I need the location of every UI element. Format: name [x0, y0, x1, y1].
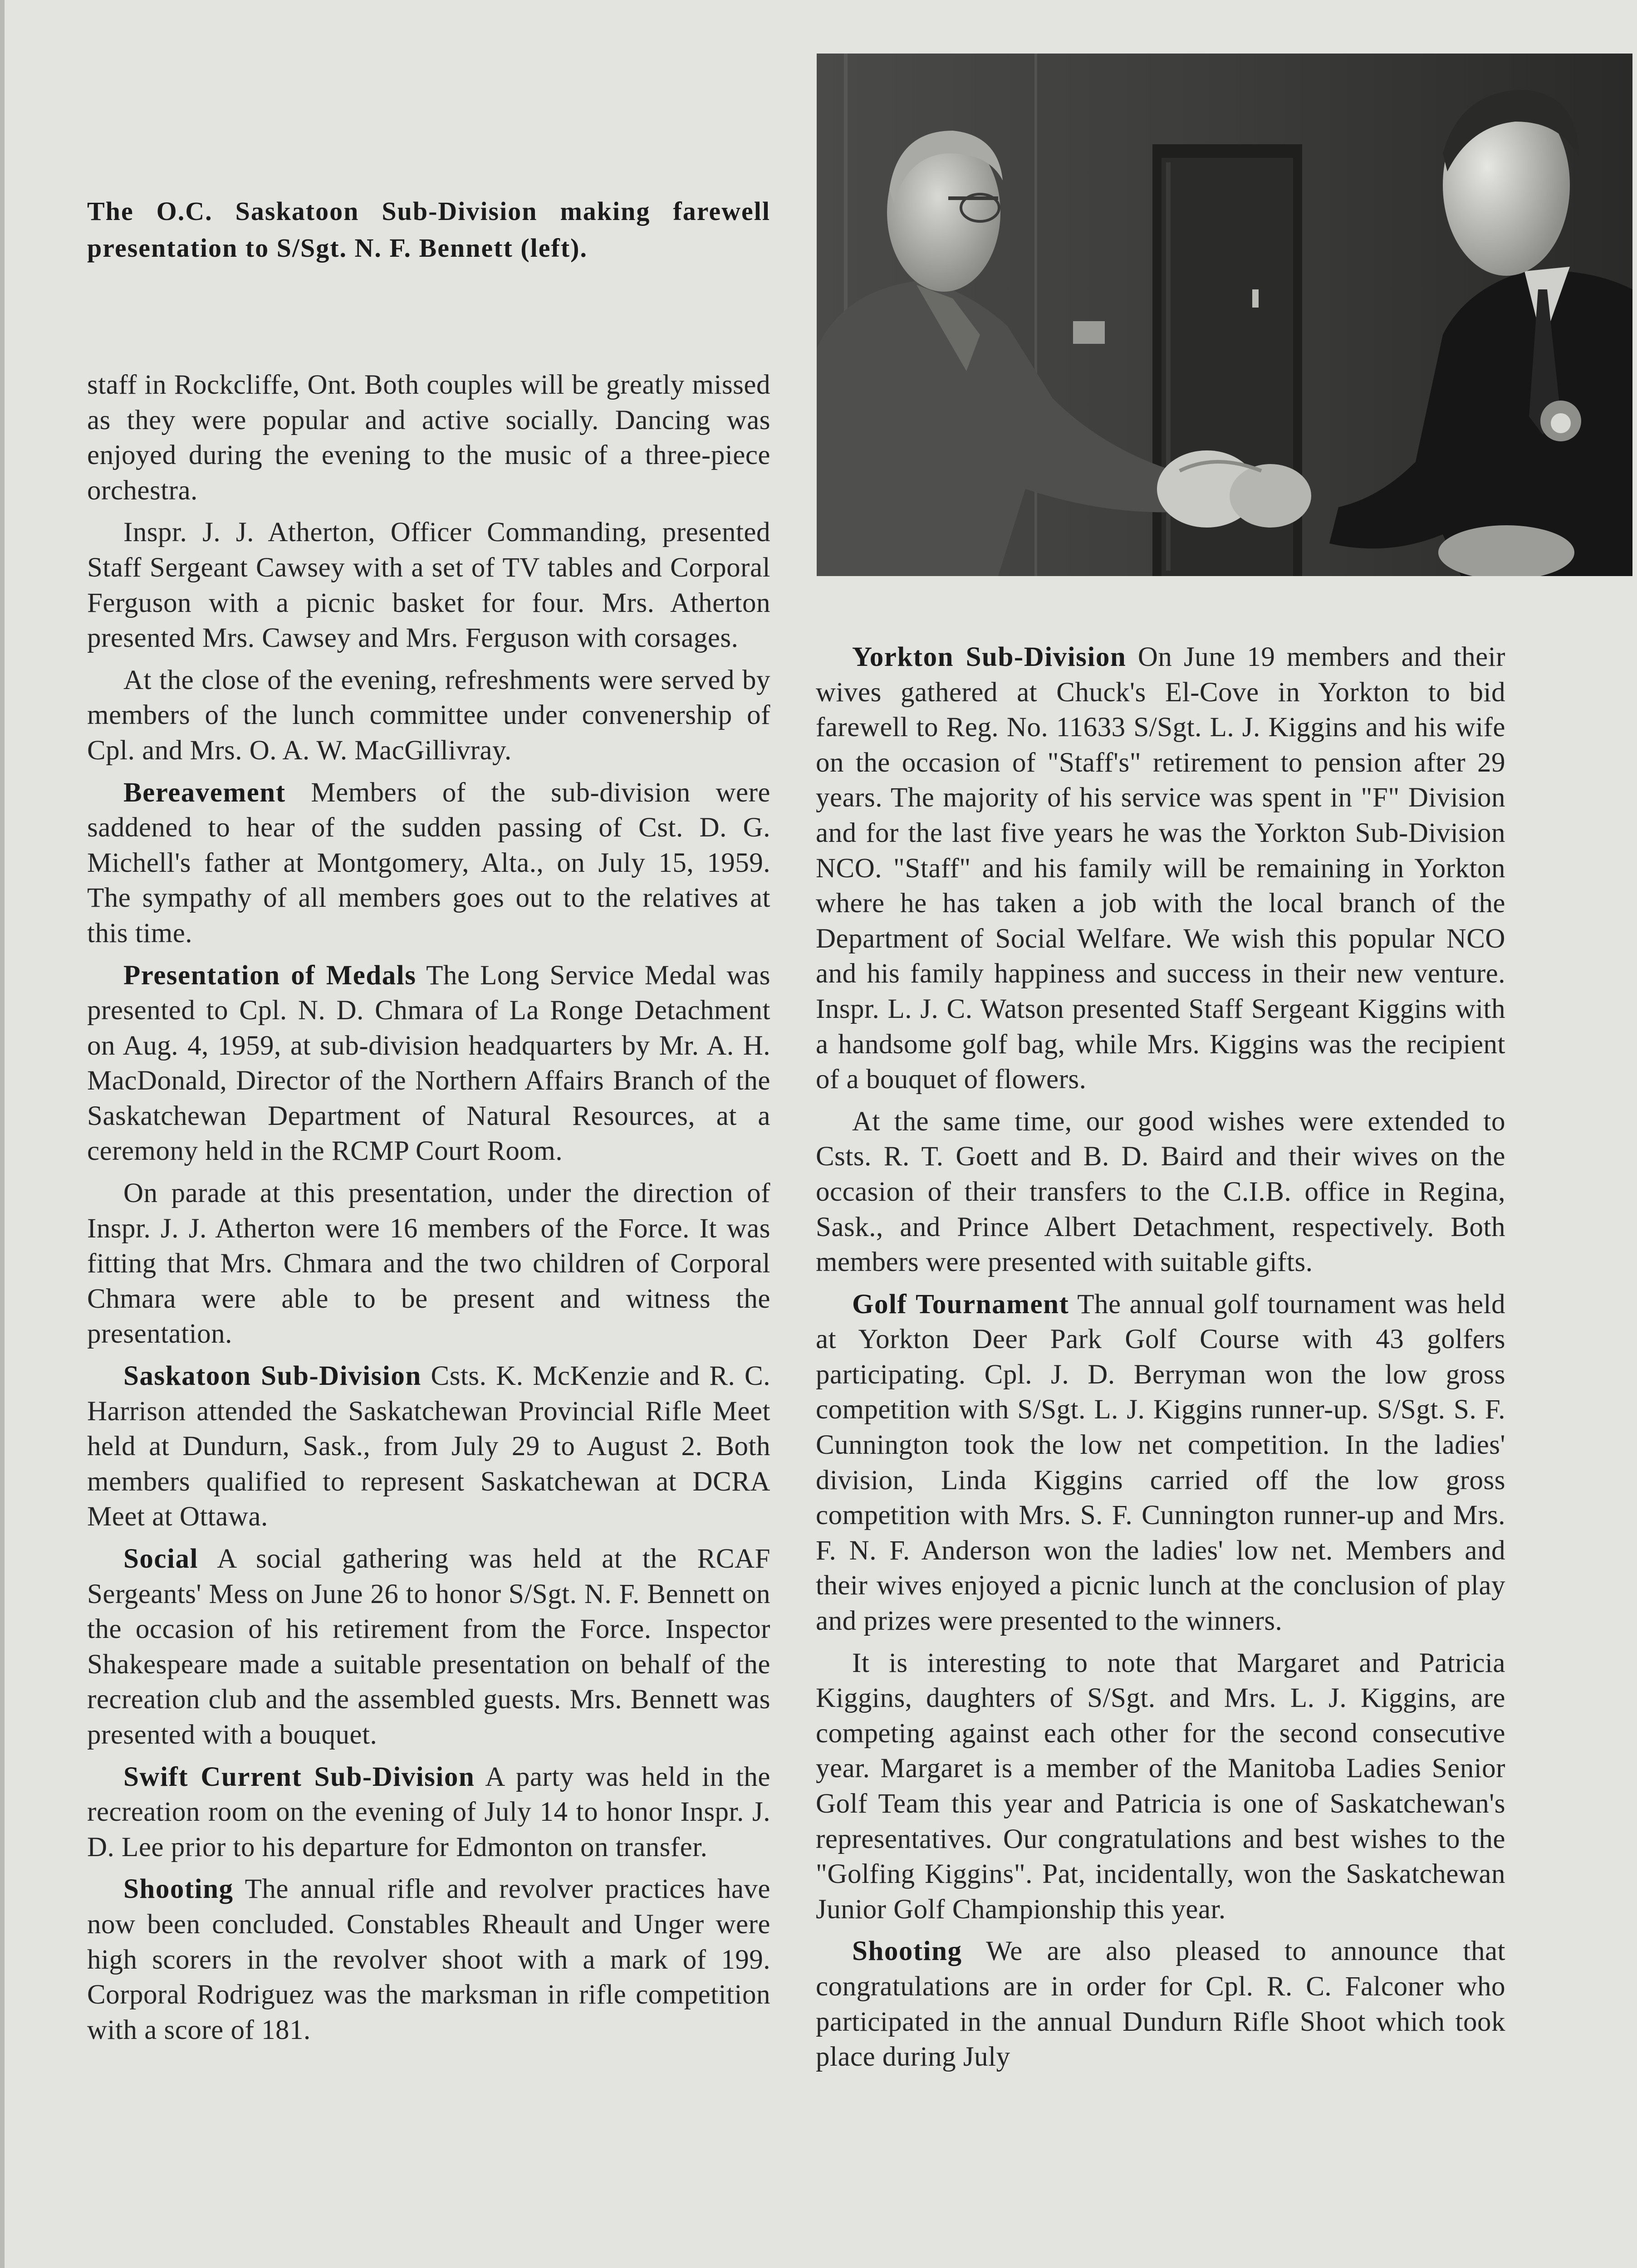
- paragraph-text: At the same time, our good wishes were extended to Csts. R. T. Goett and B. D. Baird and their wives on the occasion of their transfers to the C.I.B. office in Regina, Sask., and Prince Albert Detachment, respectively. Both members were presented with suitable gifts.: [816, 1106, 1505, 1278]
- paragraph-text: The annual golf tournament was held at Yorkton Deer Park Golf Course with 43 golfers participating. Cpl. J. D. Berryman won the low gross competition with S/Sgt. L. J. Kiggins runner-up. S/Sgt. S. F. Cunnington took the low net competition. In the ladies' division, Linda Kiggins carried off the low gross competition with Mrs. S. F. Cunnington runner-up and Mrs. F. N. F. Anderson won the ladies' low net. Members and their wives enjoyed a picnic lunch at the conclusion of play and prizes were presented to the winners.: [816, 1289, 1505, 1637]
- page-edge: [0, 0, 5, 2268]
- paragraph-text: On June 19 members and their wives gathered at Chuck's El-Cove in Yorkton to bid farewell to Reg. No. 11633 S/Sgt. L. J. Kiggins and his wife on the occasion of "Staff's" retirement to pension after 29 years. The majority of his service was spent in "F" Division and for the last five years he was the Yorkton Sub-Division NCO. "Staff" and his family will be remaining in Yorkton where he has taken a job with the local branch of the Department of Social Welfare. We wish this popular NCO and his family happiness and success in their new venture. Inspr. L. J. C. Watson presented Staff Sergeant Kiggins with a handsome golf bag, while Mrs. Kiggins was the recipient of a bouquet of flowers.: [816, 642, 1505, 1095]
- bereavement-paragraph: [87, 775, 770, 951]
- paragraph-text: A social gathering was held at the RCAF Sergeants' Mess on June 26 to honor S/Sgt. N. F. Bennett on the occasion of his retirement from the Force. Inspector Shakespeare made a suitable presentation on behalf of the recreation club and the assembled guests. Mrs. Bennett was presented with a bouquet.: [87, 1544, 770, 1750]
- paragraph-text: The Long Service Medal was presented to Cpl. N. D. Chmara of La Ronge Detachment on Aug. 4, 1959, at sub-division headquarters by Mr. A. H. MacDonald, Director of the Northern Affairs Branch of the Saskatchewan Department of Natural Resources, at a ceremony held in the RCMP Court Room.: [87, 960, 770, 1167]
- right-column: [816, 640, 1505, 2082]
- saskatoon-paragraph: [87, 1359, 770, 1535]
- section-heading: Shooting: [852, 1936, 962, 1967]
- paragraph-text: Inspr. J. J. Atherton, Officer Commanding, presented Staff Sergeant Cawsey with a set of TV tables and Corporal Ferguson with a picnic basket for four. Mrs. Atherton presented Mrs. Cawsey and Mrs. Ferguson with corsages.: [87, 517, 770, 654]
- paragraph-text: Members of the sub-division were saddened to hear of the sudden passing of Cst. D. G. Michell's father at Montgomery, Alta., on July 15, 1959. The sympathy of all members goes out to the relatives at this time.: [87, 777, 771, 948]
- shooting-paragraph-right: [816, 1934, 1505, 2074]
- section-heading: Yorkton Sub-Division: [852, 642, 1127, 672]
- parade-paragraph: [87, 1176, 770, 1352]
- photo-graphic: [817, 54, 1632, 576]
- section-heading: Bereavement: [123, 777, 286, 808]
- section-heading: Swift Current Sub-Division: [123, 1761, 475, 1792]
- paragraph-text: staff in Rockcliffe, Ont. Both couples will be greatly missed as they were popular and active socially. Dancing was enjoyed during the evening to the music of a three-piece orchestra.: [87, 370, 770, 506]
- paragraph-text: At the close of the evening, refreshments were served by members of the lunch committee under convenership of Cpl. and Mrs. O. A. W. MacGillivray.: [87, 665, 770, 766]
- left-paragraph-1: [87, 367, 770, 508]
- kiggins-paragraph: [816, 1646, 1505, 1927]
- medals-paragraph: [87, 958, 770, 1169]
- yorkton-paragraph: [816, 640, 1505, 1097]
- paragraph-text: On parade at this presentation, under the direction of Inspr. J. J. Atherton were 16 members of the Force. It was fitting that Mrs. Chmara and the two children of Corporal Chmara were able to be present and witness the presentation.: [87, 1178, 770, 1349]
- paragraph-text: A party was held in the recreation room on the evening of July 14 to honor Inspr. J. D. Lee prior to his departure for Edmonton on transfer.: [87, 1761, 770, 1862]
- paragraph-text: Csts. K. McKenzie and R. C. Harrison attended the Saskatchewan Provincial Rifle Meet held at Dundurn, Sask., from July 29 to August 2. Both members qualified to represent Saskatchewan at DCRA Meet at Ottawa.: [87, 1361, 770, 1532]
- photo-caption: The O.C. Saskatoon Sub-Division making farewell presentation to S/Sgt. N. F. Bennett (left).: [87, 196, 770, 263]
- paragraph-text: We are also pleased to announce that congratulations are in order for Cpl. R. C. Falconer who participated in the annual Dundurn Rifle Shoot which took place during July: [816, 1936, 1505, 2072]
- section-heading: Saskatoon Sub-Division: [123, 1361, 422, 1392]
- shooting-paragraph-left: [87, 1872, 770, 2048]
- left-column: [87, 367, 770, 2054]
- left-paragraph-2: [87, 515, 770, 655]
- section-heading: Social: [123, 1544, 198, 1574]
- paragraph-text: The annual rifle and revolver practices have now been concluded. Constables Rheault and Unger were high scorers in the revolver shoot with a mark of 199. Corporal Rodriguez was the marksman in rifle competition with a score of 181.: [87, 1874, 770, 2045]
- section-heading: Presentation of Medals: [123, 960, 417, 991]
- handshake-photo: [817, 54, 1632, 576]
- swift-current-paragraph: [87, 1760, 770, 1865]
- paragraph-text: It is interesting to note that Margaret and Patricia Kiggins, daughters of S/Sgt. and Mrs. L. J. Kiggins, are competing against each other for the second consecutive year. Margaret is a member of the Manitoba Ladies Senior Golf Team this year and Patricia is one of Saskatchewan's representatives. Our congratulations and best wishes to the "Golfing Kiggins". Pat, incidentally, won the Saskatchewan Junior Golf Championship this year.: [816, 1647, 1505, 1925]
- section-heading: Golf Tournament: [852, 1289, 1069, 1320]
- transfers-paragraph: [816, 1104, 1505, 1280]
- left-paragraph-3: [87, 663, 770, 768]
- golf-paragraph: [816, 1287, 1505, 1639]
- section-heading: Shooting: [123, 1874, 234, 1905]
- social-paragraph: [87, 1541, 770, 1753]
